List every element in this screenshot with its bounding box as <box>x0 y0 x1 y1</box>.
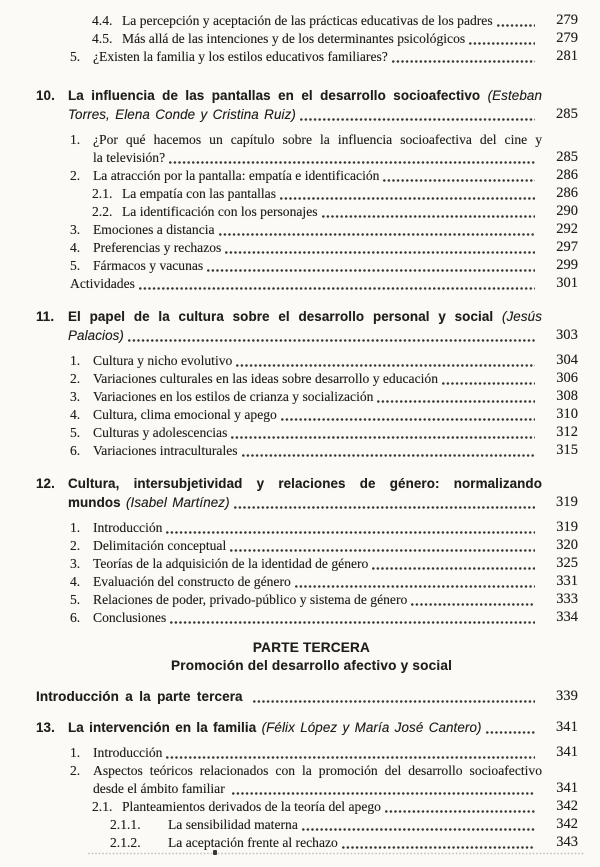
entry-text: Introducción <box>93 745 163 760</box>
entry-number: 2.1.2. <box>110 835 141 850</box>
dot-leader <box>372 567 535 570</box>
page-number: 285 <box>555 106 578 122</box>
entry-text: Planteamientos derivados de la teoría del apego <box>122 799 381 814</box>
page-number: 304 <box>556 352 578 368</box>
dot-leader <box>342 846 535 849</box>
page-number: 308 <box>556 388 578 404</box>
page-number: 286 <box>556 167 578 183</box>
entry-text: ¿Existen la familia y los estilos educativos familiares? <box>93 49 388 64</box>
toc-entry-10-1 <box>0 131 578 167</box>
entry-text: Promoción del desarrollo afectivo y social <box>170 658 453 673</box>
entry-number: 13. <box>36 720 55 735</box>
dot-leader <box>411 603 535 606</box>
page-number: 339 <box>555 688 578 704</box>
dot-leader <box>383 179 535 182</box>
entry-number: 3. <box>70 556 81 571</box>
toc-line <box>70 406 578 424</box>
dot-leader <box>207 269 535 272</box>
toc-entry-11-4 <box>0 406 578 424</box>
entry-number: 11. <box>36 309 55 324</box>
entry-text: Variaciones culturales en las ideas sobre desarrollo y educación <box>93 371 438 386</box>
dot-leader <box>169 161 535 164</box>
entry-text: mundos (Isabel Martínez) <box>68 495 230 510</box>
toc-line <box>92 12 578 30</box>
toc-line <box>70 275 578 293</box>
entry-number: 3. <box>70 222 81 237</box>
entry-number: 1. <box>70 132 81 147</box>
page-number: 301 <box>556 275 578 291</box>
toc-line <box>0 657 578 675</box>
toc-line <box>70 131 578 149</box>
entry-text: La influencia de las pantallas en el desarrollo socioafectivo (Esteban <box>68 88 542 103</box>
page-number: 286 <box>556 185 578 201</box>
toc-line <box>70 239 578 257</box>
toc-line <box>70 780 578 798</box>
entry-number: 4. <box>70 407 81 422</box>
dot-leader <box>231 436 535 439</box>
page-number: 320 <box>556 537 578 553</box>
toc-entry-10-5 <box>0 257 578 275</box>
entry-text: Palacios) <box>68 328 124 343</box>
entry-text: Más allá de las intenciones y de los determinantes psicológicos <box>122 31 466 46</box>
entry-text: Delimitación conceptual <box>93 538 227 553</box>
dot-leader <box>377 400 535 403</box>
entry-number: 2. <box>70 538 81 553</box>
toc-entry-12-1 <box>0 519 578 537</box>
toc-entry-4-4 <box>0 12 578 30</box>
toc-line <box>70 221 578 239</box>
entry-text: la televisión? <box>93 150 166 165</box>
toc-line <box>36 307 578 326</box>
page-number: 290 <box>556 203 578 219</box>
dot-leader <box>442 382 535 385</box>
entry-number: 1. <box>70 745 81 760</box>
entry-text: El papel de la cultura sobre el desarrollo personal y social (Jesús <box>68 309 542 324</box>
toc-entry-11-6 <box>0 442 578 460</box>
toc-line <box>36 474 578 493</box>
toc-line <box>70 149 578 167</box>
entry-text: La identificación con los personajes <box>122 204 318 219</box>
page-number: 325 <box>556 555 578 571</box>
toc-entry-13-2-1-2 <box>0 834 578 852</box>
toc-line <box>92 203 578 221</box>
page-number: 281 <box>556 48 578 64</box>
toc-entry-5 <box>0 48 578 66</box>
entry-text: Conclusiones <box>93 610 167 625</box>
entry-number: 2. <box>70 371 81 386</box>
entry-number: 5. <box>70 425 81 440</box>
dot-leader <box>497 24 535 27</box>
toc-line <box>70 370 578 388</box>
entry-number: 2. <box>70 168 81 183</box>
page-number: 279 <box>556 12 578 28</box>
dot-leader <box>469 42 535 45</box>
entry-text: Culturas y adolescencias <box>93 425 228 440</box>
toc-line <box>70 537 578 555</box>
entry-number: 4. <box>70 240 81 255</box>
toc-entry-12-3 <box>0 555 578 573</box>
entry-text: Evaluación del constructo de género <box>93 574 291 589</box>
dot-leader <box>300 118 535 121</box>
toc-line <box>70 167 578 185</box>
entry-text: Actividades <box>70 276 135 291</box>
toc-line <box>92 30 578 48</box>
scan-artifact-dot <box>213 850 217 855</box>
toc-line <box>70 257 578 275</box>
toc-line <box>36 718 578 737</box>
entry-text: Teorías de la adquisición de la identidad de género <box>93 556 369 571</box>
entry-number: 6. <box>70 443 81 458</box>
entry-text: Aspectos teóricos relacionados con la promoción del desarrollo socioafectivo <box>93 763 542 778</box>
dot-leader <box>295 585 535 588</box>
toc-entry-10-4 <box>0 239 578 257</box>
toc-line <box>70 609 578 627</box>
part-three-subtitle <box>0 657 578 675</box>
page-number: 334 <box>556 609 578 625</box>
toc-entry-12-5 <box>0 591 578 609</box>
entry-text: Fármacos y vacunas <box>93 258 204 273</box>
dot-leader <box>236 364 535 367</box>
dot-leader <box>385 810 535 813</box>
entry-text: ¿Por qué hacemos un capítulo sobre la influencia socioafectiva del cine y <box>93 132 542 147</box>
toc-entry-ch12 <box>0 474 578 512</box>
entry-number: 2.1.1. <box>110 817 141 832</box>
toc-entry-13-2-1-1 <box>0 816 578 834</box>
entry-number: 4.5. <box>92 31 113 46</box>
entry-text: PARTE TERCERA <box>252 640 371 655</box>
entry-text: La sensibilidad materna <box>168 817 298 832</box>
toc-line <box>36 105 578 124</box>
part-three-title <box>0 639 578 657</box>
page-number: 297 <box>556 239 578 255</box>
dot-leader <box>139 287 535 290</box>
entry-number: 5. <box>70 592 81 607</box>
page-number: 319 <box>556 519 578 535</box>
entry-number: 2. <box>70 763 81 778</box>
entry-number: 5. <box>70 49 81 64</box>
toc-entry-10-2-2 <box>0 203 578 221</box>
toc-line <box>70 424 578 442</box>
entry-text: Variaciones en los estilos de crianza y socialización <box>93 389 374 404</box>
toc-entry-11-1 <box>0 352 578 370</box>
dot-leader <box>219 233 535 236</box>
dot-leader <box>166 756 535 759</box>
page-number: 310 <box>556 406 578 422</box>
toc-line <box>92 798 578 816</box>
page-number: 341 <box>556 780 578 796</box>
toc-line <box>70 519 578 537</box>
entry-number: 4.4. <box>92 13 113 28</box>
page-number: 341 <box>555 719 578 735</box>
page-number: 285 <box>556 149 578 165</box>
toc-line <box>36 493 578 512</box>
dot-leader <box>230 549 535 552</box>
toc-entry-ch11 <box>0 307 578 345</box>
toc-entry-11-3 <box>0 388 578 406</box>
toc-line <box>70 48 578 66</box>
dot-leader <box>280 197 535 200</box>
entry-text: Torres, Elena Conde y Cristina Ruiz) <box>68 107 296 122</box>
entry-number: 6. <box>70 610 81 625</box>
toc-line <box>110 834 578 852</box>
toc-line <box>70 442 578 460</box>
toc-entry-13-2-1 <box>0 798 578 816</box>
page-number: 303 <box>555 327 578 343</box>
entry-number: 12. <box>36 476 55 491</box>
entry-number: 3. <box>70 389 81 404</box>
scan-artifact-band <box>88 852 585 855</box>
toc-line <box>0 639 578 657</box>
toc-entry-4-5 <box>0 30 578 48</box>
toc-entry-10-actividades <box>0 275 578 293</box>
dot-leader <box>242 454 535 457</box>
page-number: 333 <box>556 591 578 607</box>
entry-text: Relaciones de poder, privado-público y sistema de género <box>93 592 408 607</box>
dot-leader <box>392 60 535 63</box>
page-number: 341 <box>556 744 578 760</box>
page-number: 279 <box>556 30 578 46</box>
entry-number: 10. <box>36 88 55 103</box>
page-number: 342 <box>556 816 578 832</box>
toc-entry-13-2 <box>0 762 578 798</box>
toc-line <box>36 326 578 345</box>
toc-line <box>70 762 578 780</box>
dot-leader <box>486 731 535 734</box>
toc-line <box>70 744 578 762</box>
toc-line <box>92 185 578 203</box>
toc-entry-ch10 <box>0 86 578 124</box>
toc-entry-12-4 <box>0 573 578 591</box>
page-number: 343 <box>556 834 578 850</box>
page-number: 331 <box>556 573 578 589</box>
dot-leader <box>302 828 535 831</box>
toc-line <box>110 816 578 834</box>
toc-line <box>70 555 578 573</box>
entry-text: Variaciones intraculturales <box>93 443 238 458</box>
entry-text: Cultura, clima emocional y apego <box>93 407 277 422</box>
toc-entry-12-6 <box>0 609 578 627</box>
entry-text: Introducción a la parte tercera <box>36 689 250 704</box>
entry-text: Cultura y nicho evolutivo <box>93 353 233 368</box>
entry-text: desde el ámbito familiar <box>93 781 229 796</box>
dot-leader <box>232 792 535 795</box>
toc-entry-ch13 <box>0 718 578 737</box>
page-number: 306 <box>556 370 578 386</box>
toc-line <box>36 86 578 105</box>
dot-leader <box>166 531 535 534</box>
dot-leader <box>225 251 535 254</box>
toc-entry-10-2-1 <box>0 185 578 203</box>
page-number: 342 <box>556 798 578 814</box>
page-number: 312 <box>556 424 578 440</box>
page-number: 315 <box>556 442 578 458</box>
entry-number: 5. <box>70 258 81 273</box>
entry-text: Introducción <box>93 520 163 535</box>
page-number: 319 <box>555 494 578 510</box>
entry-text: Cultura, intersubjetividad y relaciones de género: normalizando <box>68 476 542 491</box>
entry-number: 1. <box>70 353 81 368</box>
toc-entry-10-3 <box>0 221 578 239</box>
toc-line <box>70 352 578 370</box>
entry-text: La aceptación frente al rechazo <box>168 835 338 850</box>
entry-text: La empatía con las pantallas <box>122 186 276 201</box>
toc-line <box>70 573 578 591</box>
entry-text: La atracción por la pantalla: empatía e identificación <box>93 168 380 183</box>
entry-text: La percepción y aceptación de las prácticas educativas de los padres <box>122 13 493 28</box>
dot-leader <box>128 339 535 342</box>
entry-text: La intervención en la familia (Félix López y María José Cantero) <box>68 720 482 735</box>
toc-entry-intro-parte-tercera <box>0 688 578 706</box>
toc-entry-12-2 <box>0 537 578 555</box>
entry-text: Emociones a distancia <box>93 222 215 237</box>
entry-number: 2.2. <box>92 204 113 219</box>
toc-line <box>70 388 578 406</box>
dot-leader <box>170 621 535 624</box>
dot-leader <box>253 700 535 703</box>
entry-number: 2.1. <box>92 799 113 814</box>
entry-number: 1. <box>70 520 81 535</box>
dot-leader <box>281 418 535 421</box>
dot-leader <box>234 506 535 509</box>
page-number: 292 <box>556 221 578 237</box>
toc-entry-13-1 <box>0 744 578 762</box>
toc-entry-10-2 <box>0 167 578 185</box>
toc-entry-11-5 <box>0 424 578 442</box>
page-number: 299 <box>556 257 578 273</box>
entry-number: 2.1. <box>92 186 113 201</box>
entry-number: 4. <box>70 574 81 589</box>
toc-line <box>36 688 578 706</box>
dot-leader <box>322 215 535 218</box>
entry-text: Preferencias y rechazos <box>93 240 222 255</box>
toc-line <box>70 591 578 609</box>
toc-entry-11-2 <box>0 370 578 388</box>
